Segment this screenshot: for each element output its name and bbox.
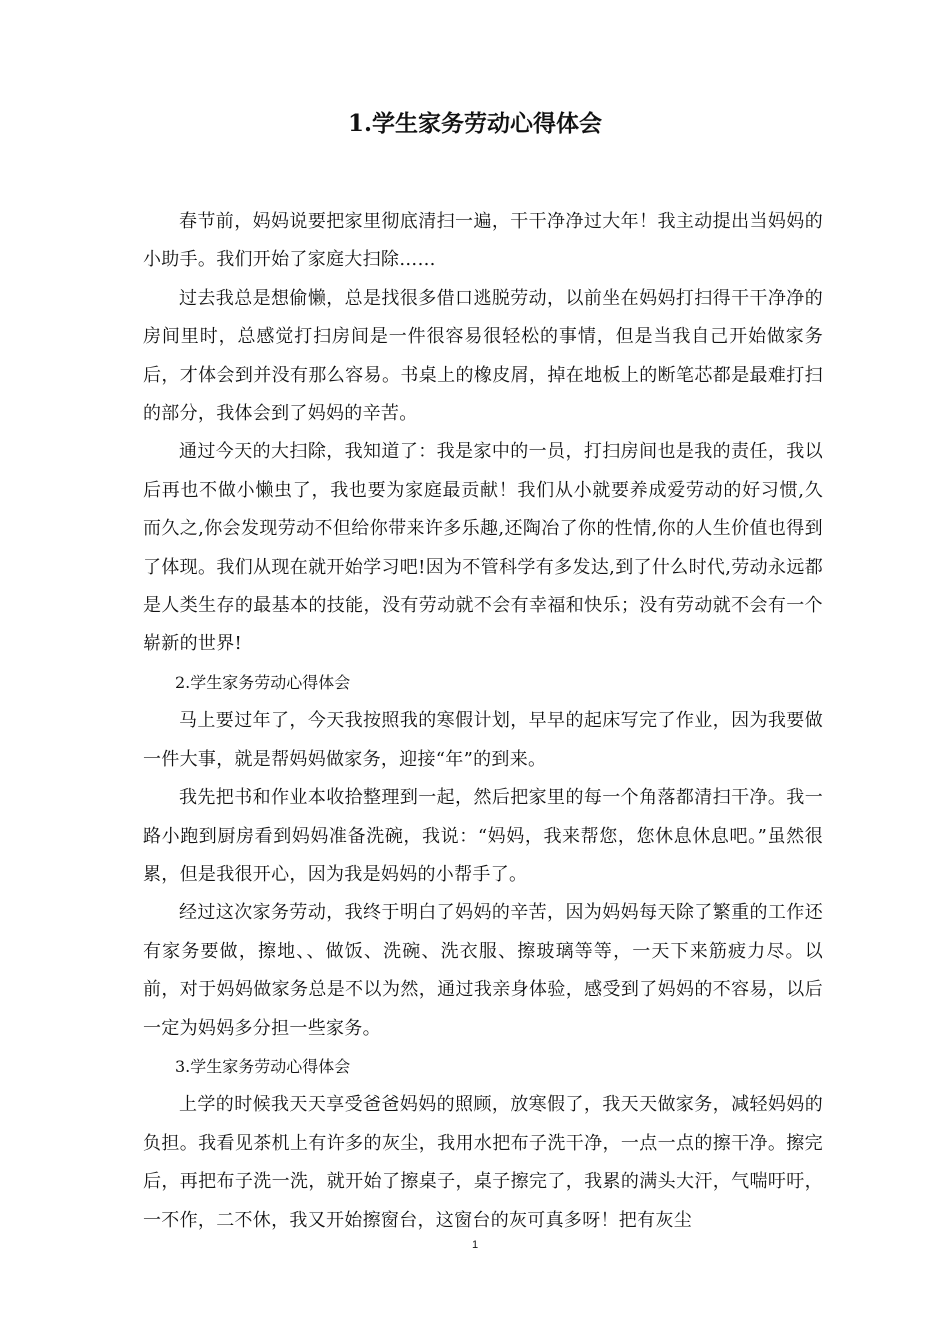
document-body — [143, 203, 823, 1240]
page-number: 1 — [471, 1239, 479, 1251]
paragraph-tidying-up: 我先把书和作业本收拾整理到一起，然后把家里的每一个角落都清扫干净。我一路小跑到厨房看到妈妈准备洗碗，我说：“妈妈，我来帮您，您休息休息吧。”虽然很累，但是我很开心，因为我是妈妈的小帮手了。 — [143, 787, 823, 885]
section-heading-3: 3.学生家务劳动心得体会 — [175, 1056, 351, 1076]
section-heading-2: 2.学生家务劳动心得体会 — [175, 672, 351, 692]
paragraph-lazy-past: 过去我总是想偷懒，总是找很多借口逃脱劳动，以前坐在妈妈打扫得干干净净的房间里时，总感觉打扫房间是一件很容易很轻松的事情，但是当我自己开始做家务后，才体会到并没有那么容易。书桌上的橡皮屑，掉在地板上的断笔芯都是最难打扫的部分，我体会到了妈妈的辛苦。 — [143, 287, 823, 425]
paragraph-lesson-learned: 通过今天的大扫除，我知道了：我是家中的一员，打扫房间也是我的责任，我以后再也不做小懒虫了，我也要为家庭最贡献！我们从小就要养成爱劳动的好习惯,久而久之,你会发现劳动不但给你带来许多乐趣,还陶冶了你的性情,你的人生价值也得到了体现。我们从现在就开始学习吧!因为不管科学有多发达,到了什么时代,劳动永远都是人类生存的最基本的技能，没有劳动就不会有幸福和快乐；没有劳动就不会有一个崭新的世界! — [143, 441, 823, 655]
paragraph-spring-cleaning-intro: 春节前，妈妈说要把家里彻底清扫一遍，干干净净过大年！我主动提出当妈妈的小助手。我们开始了家庭大扫除…… — [143, 211, 823, 271]
paragraph-new-year-plan: 马上要过年了，今天我按照我的寒假计划，早早的起床写完了作业，因为我要做一件大事，就是帮妈妈做家务，迎接“年”的到来。 — [143, 710, 823, 770]
document-title: 1.学生家务劳动心得体会 — [347, 110, 602, 137]
paragraph-winter-chores: 上学的时候我天天享受爸爸妈妈的照顾，放寒假了，我天天做家务，减轻妈妈的负担。我看见茶机上有许多的灰尘，我用水把布子洗干净，一点一点的擦干净。擦完后，再把布子洗一洗，就开始了擦桌子，桌子擦完了，我累的满头大汗，气喘吁吁，一不作，二不休，我又开始擦窗台，这窗台的灰可真多呀！把有灰尘 — [143, 1094, 823, 1231]
paragraph-mother-hardship: 经过这次家务劳动，我终于明白了妈妈的辛苦，因为妈妈每天除了繁重的工作还有家务要做，擦地、、做饭、洗碗、洗衣服、擦玻璃等等，一天下来筋疲力尽。以前，对于妈妈做家务总是不以为然，通过我亲身体验，感受到了妈妈的不容易，以后一定为妈妈多分担一些家务。 — [143, 902, 823, 1039]
